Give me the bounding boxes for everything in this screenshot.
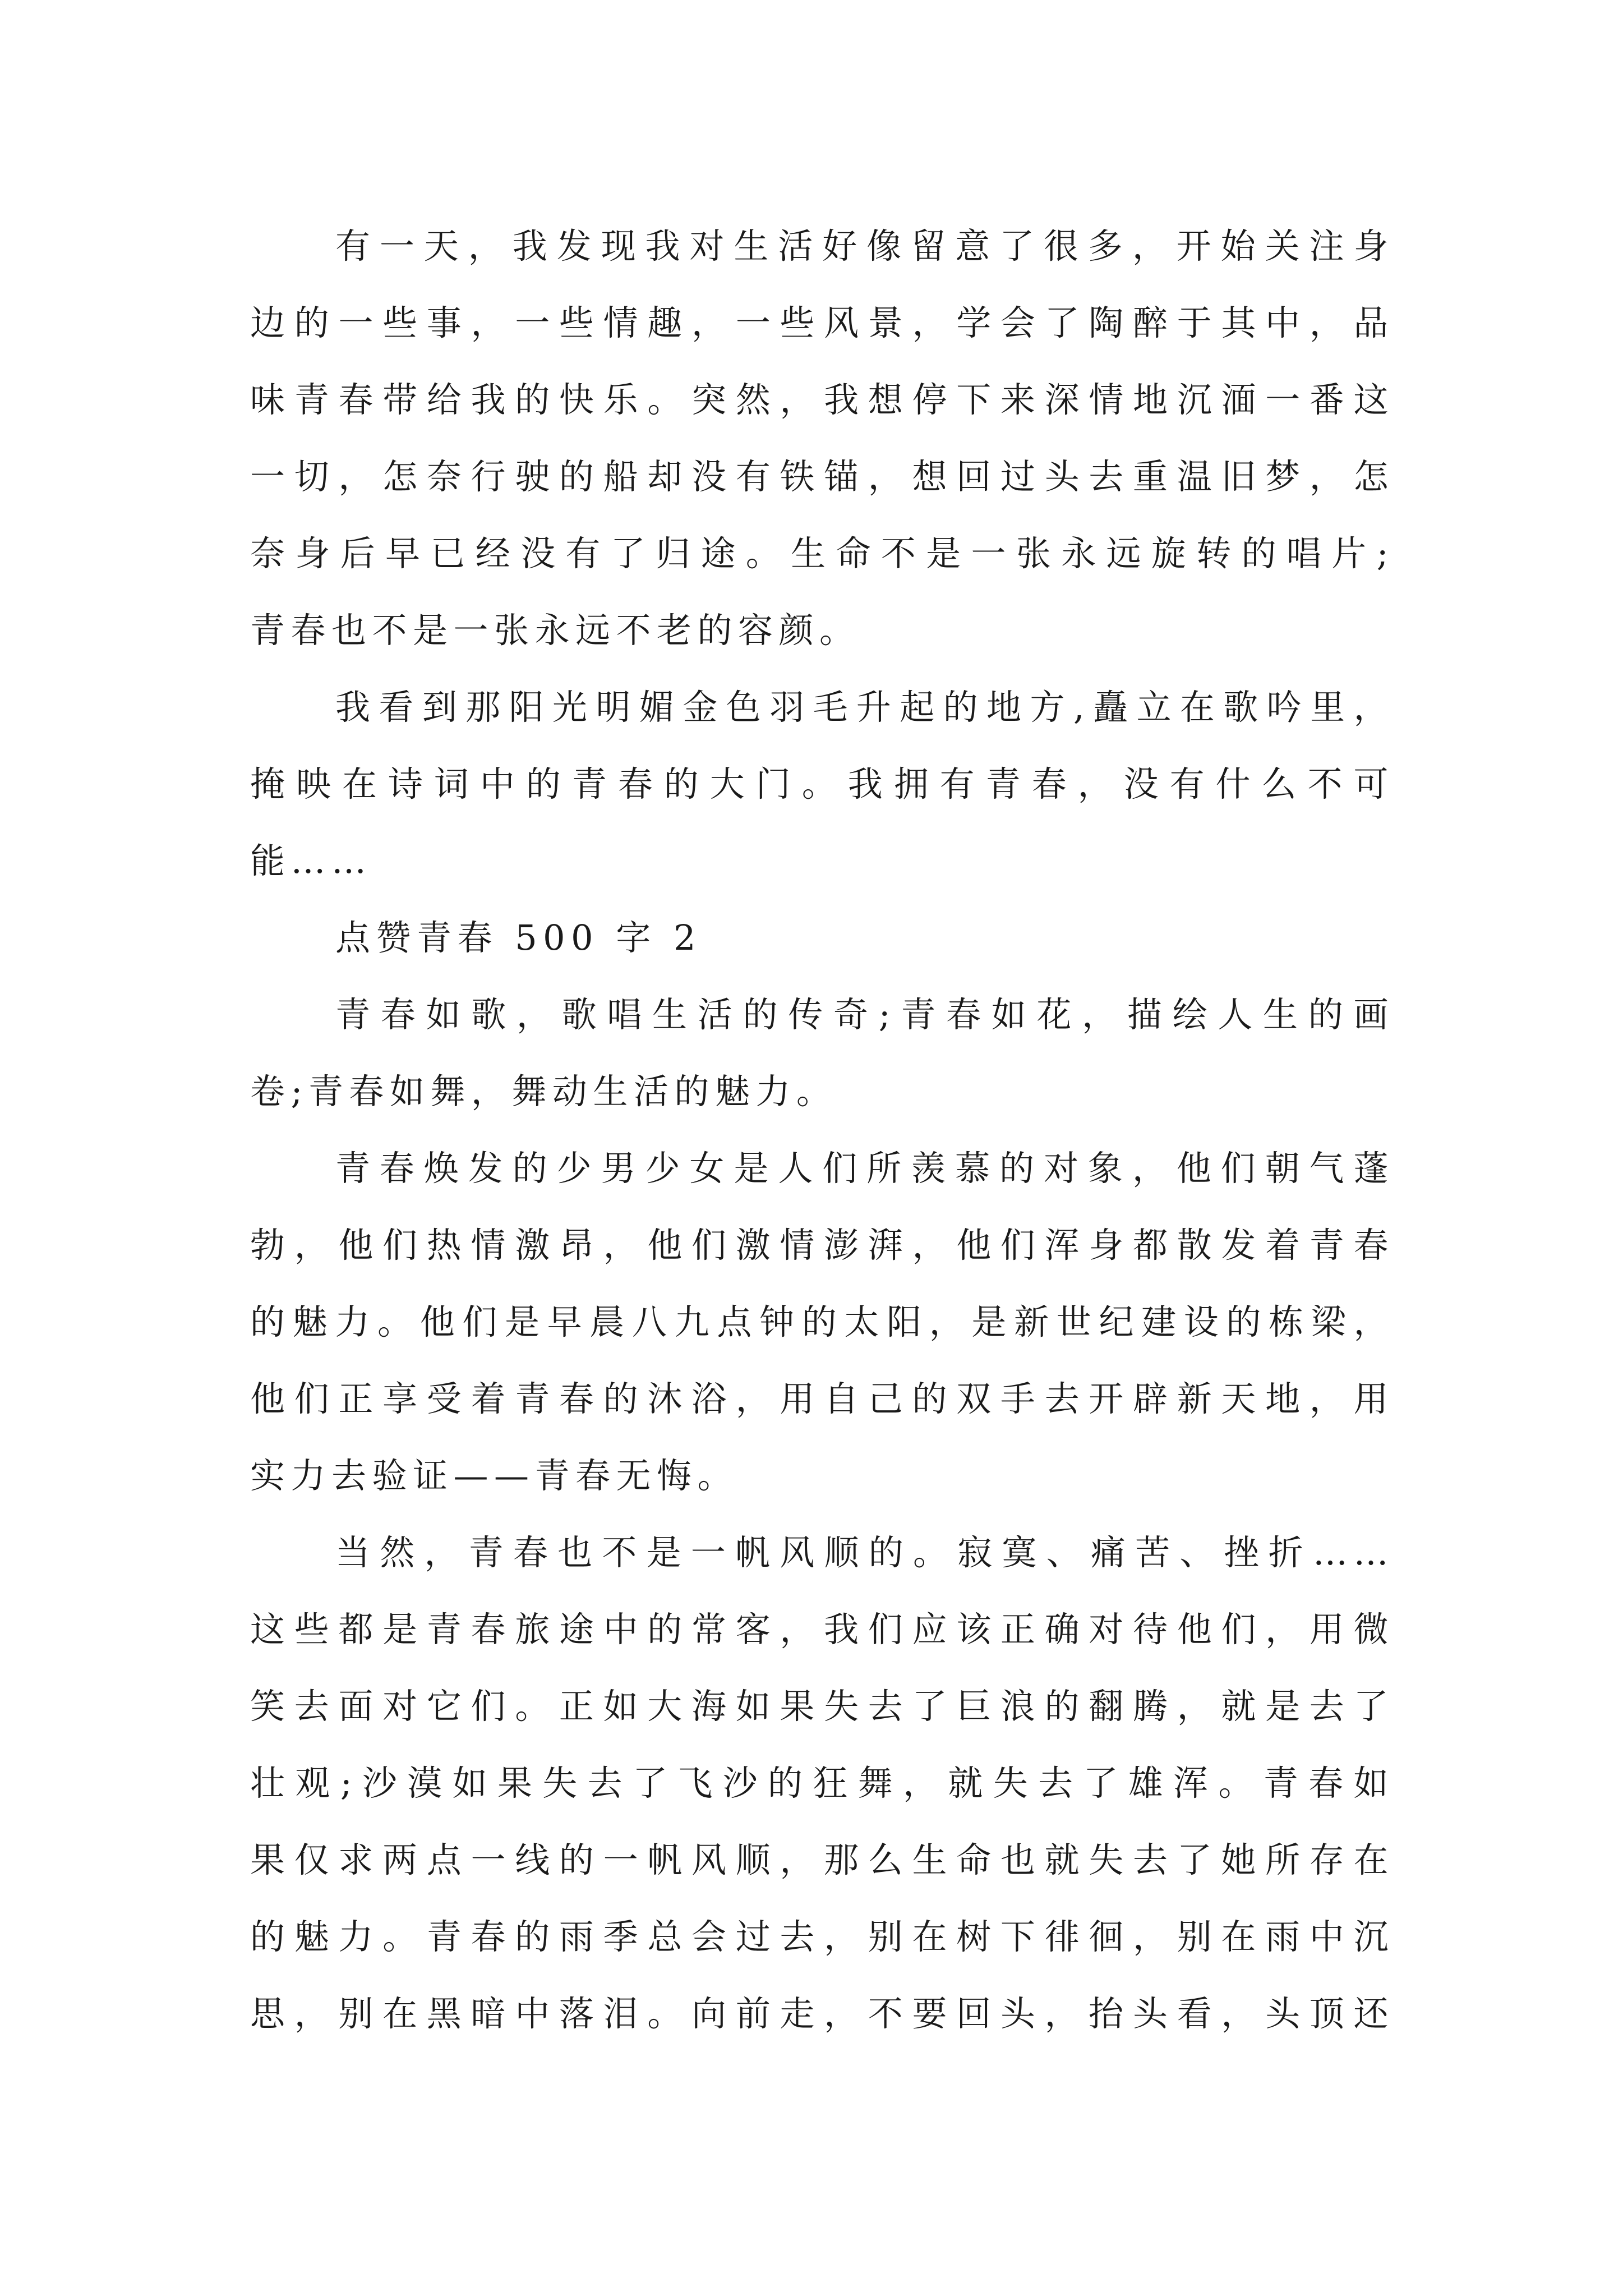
paragraph-5-line-7: 思，别在黑暗中落泪。向前走，不要回头，抬头看，头顶还 <box>250 1993 1394 2034</box>
paragraph-5-line-2: 这些都是青春旅途中的常客，我们应该正确对待他们，用微 <box>250 1609 1394 1650</box>
document-body <box>250 208 1394 2052</box>
paragraph-1-line-2: 边的一些事，一些情趣，一些风景，学会了陶醉于其中，品 <box>250 302 1394 343</box>
paragraph-4-line-4: 他们正享受着青春的沐浴，用自己的双手去开辟新天地，用 <box>250 1378 1394 1419</box>
paragraph-5-line-5: 果仅求两点一线的一帆风顺，那么生命也就失去了她所存在 <box>250 1839 1394 1880</box>
section-heading: 点赞青春 500 字 2 <box>335 917 702 958</box>
paragraph-4-line-5: 实力去验证——青春无悔。 <box>250 1455 739 1496</box>
paragraph-5-line-6: 的魅力。青春的雨季总会过去，别在树下徘徊，别在雨中沉 <box>250 1916 1394 1957</box>
paragraph-5-line-3: 笑去面对它们。正如大海如果失去了巨浪的翻腾，就是去了 <box>250 1686 1394 1727</box>
paragraph-4-line-2: 勃，他们热情激昂，他们激情澎湃，他们浑身都散发着青春 <box>250 1225 1394 1266</box>
paragraph-5-line-4: 壮观;沙漠如果失去了飞沙的狂舞，就失去了雄浑。青春如 <box>250 1763 1394 1803</box>
paragraph-1-line-6: 青春也不是一张永远不老的容颜。 <box>250 610 860 651</box>
paragraph-2-line-2: 掩映在诗词中的青春的大门。我拥有青春，没有什么不可 <box>250 763 1394 804</box>
paragraph-1-line-4: 一切，怎奈行驶的船却没有铁锚，想回过头去重温旧梦，怎 <box>250 456 1394 497</box>
paragraph-1-line-3: 味青春带给我的快乐。突然，我想停下来深情地沉湎一番这 <box>250 379 1394 420</box>
paragraph-4-line-3: 的魅力。他们是早晨八九点钟的太阳，是新世纪建设的栋梁， <box>250 1301 1394 1342</box>
paragraph-3-line-2: 卷;青春如舞，舞动生活的魅力。 <box>250 1071 837 1112</box>
paragraph-1-line-1: 有一天，我发现我对生活好像留意了很多，开始关注身 <box>335 226 1394 266</box>
paragraph-3-line-1: 青春如歌，歌唱生活的传奇;青春如花，描绘人生的画 <box>335 994 1394 1035</box>
paragraph-1-line-5: 奈身后早已经没有了归途。生命不是一张永远旋转的唱片; <box>250 533 1394 574</box>
paragraph-2-line-1: 我看到那阳光明媚金色羽毛升起的地方,矗立在歌吟里， <box>335 687 1394 728</box>
paragraph-4-line-1: 青春焕发的少男少女是人们所羡慕的对象，他们朝气蓬 <box>335 1148 1394 1189</box>
paragraph-2-line-3: 能…… <box>250 840 372 881</box>
paragraph-5-line-1: 当然，青春也不是一帆风顺的。寂寞、痛苦、挫折…… <box>335 1532 1394 1573</box>
